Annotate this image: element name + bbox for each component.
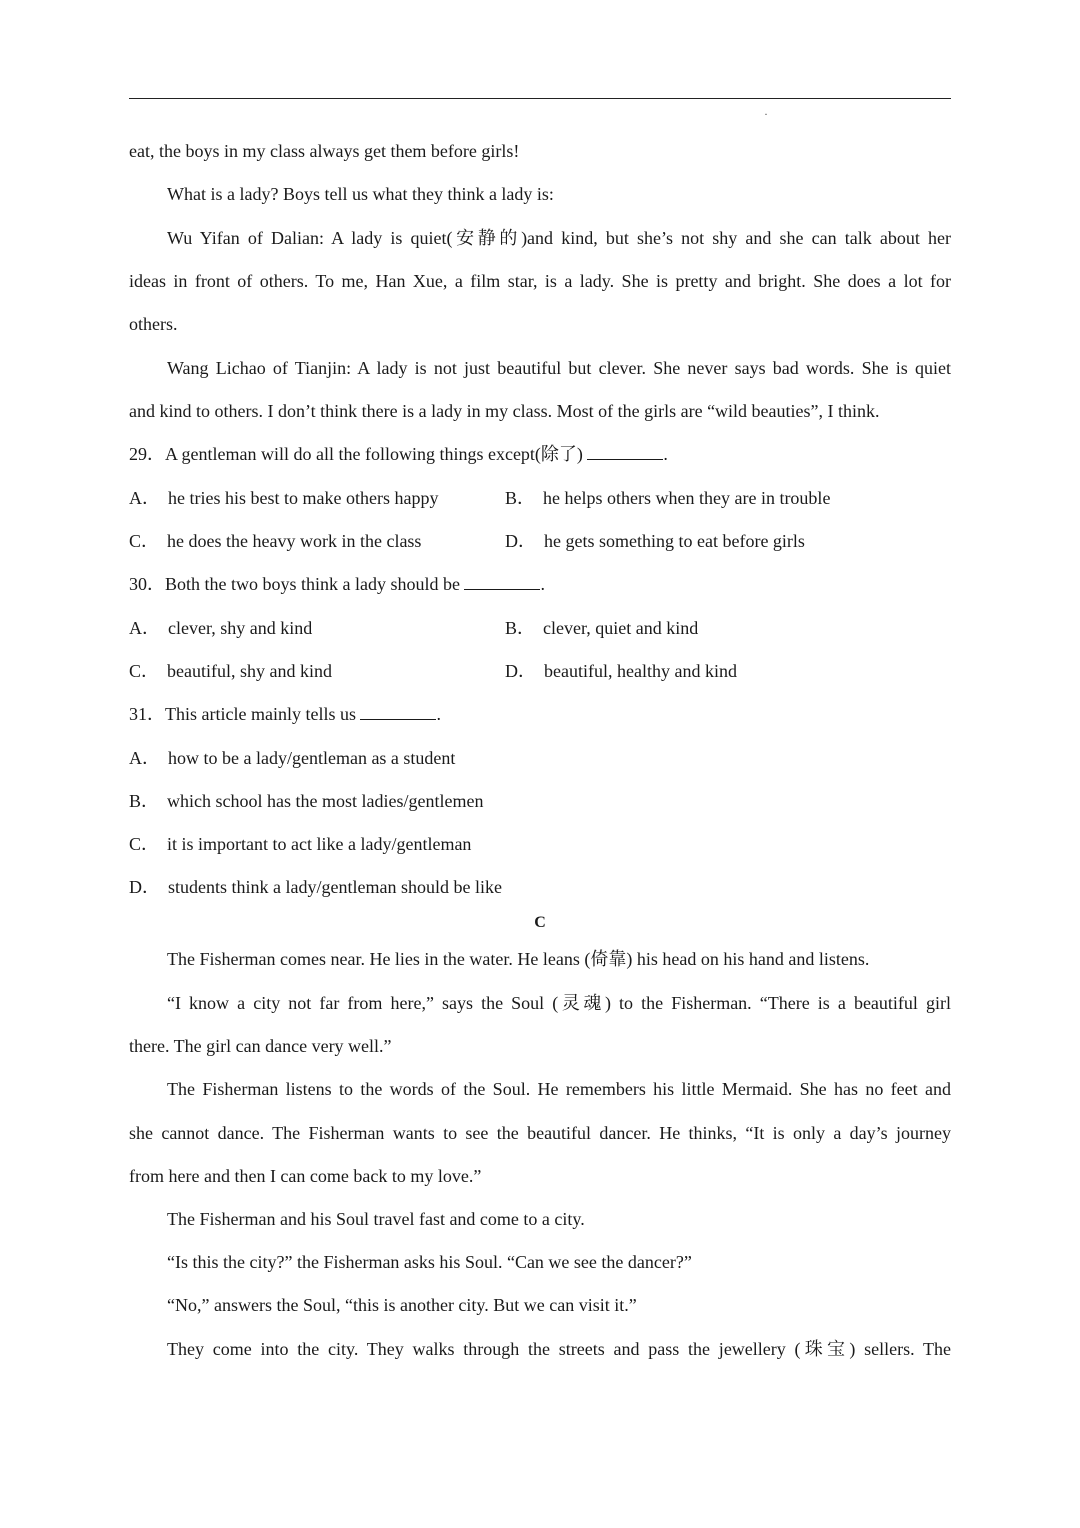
option-text: students think a lady/gentleman should be like (168, 877, 502, 897)
option-letter: A． (129, 748, 160, 768)
option-letter: A． (129, 618, 160, 638)
option-text: beautiful, shy and kind (167, 661, 332, 681)
question-end: . (540, 574, 545, 594)
option-b (505, 616, 951, 640)
passage-line: eat, the boys in my class always get them before girls! (129, 141, 520, 161)
option-text: which school has the most ladies/gentlemen (167, 791, 484, 811)
question-29-stem (129, 442, 951, 466)
question-end: . (436, 704, 441, 724)
passage-line: Wu Yifan of Dalian: A lady is quiet(安静的)and kind, but she’s not shy and she can talk about her (167, 228, 951, 248)
answer-blank (360, 703, 436, 720)
question-31-stem (129, 702, 951, 726)
option-text: beautiful, healthy and kind (544, 661, 737, 681)
option-text: he helps others when they are in trouble (543, 488, 831, 508)
header-rule (129, 98, 951, 99)
option-letter: D． (505, 531, 536, 551)
header-mark: · (764, 107, 768, 121)
option-b (129, 789, 951, 813)
option-letter: D． (505, 661, 536, 681)
answer-blank (587, 443, 663, 460)
answer-blank (464, 573, 540, 590)
option-text: clever, shy and kind (168, 618, 313, 638)
passage-line: from here and then I can come back to my love.” (129, 1166, 482, 1186)
option-c (129, 832, 951, 856)
passage-line: “No,” answers the Soul, “this is another city. But we can visit it.” (167, 1295, 637, 1315)
option-letter: C． (129, 661, 160, 681)
option-a (129, 746, 951, 770)
option-b (505, 486, 951, 510)
option-d (505, 659, 951, 683)
question-end: . (663, 444, 668, 464)
option-text: he gets something to eat before girls (544, 531, 805, 551)
passage-line: The Fisherman comes near. He lies in the water. He leans (倚靠) his head on his hand and listens. (167, 949, 870, 969)
passage-line: ideas in front of others. To me, Han Xue, a film star, is a lady. She is pretty and bright. She does a lot for (129, 271, 951, 291)
option-letter: C． (129, 531, 160, 551)
question-stem-text: 29．A gentleman will do all the following things except(除了) (129, 444, 583, 464)
option-letter: C． (129, 834, 160, 854)
option-letter: B． (505, 618, 536, 638)
option-d (129, 875, 951, 899)
option-text: it is important to act like a lady/gentleman (167, 834, 472, 854)
passage-line: “I know a city not far from here,” says the Soul (灵魂) to the Fisherman. “There is a beautiful girl (167, 993, 951, 1013)
question-30-stem (129, 572, 951, 596)
passage-line: Wang Lichao of Tianjin: A lady is not just beautiful but clever. She never says bad words. She is quiet (167, 358, 951, 378)
option-letter: B． (129, 791, 160, 811)
option-d (505, 529, 951, 553)
passage-line: The Fisherman and his Soul travel fast and come to a city. (167, 1209, 585, 1229)
section-heading: C (534, 914, 546, 931)
option-text: clever, quiet and kind (543, 618, 699, 638)
passage-line: The Fisherman listens to the words of the Soul. He remembers his little Mermaid. She has no feet and (167, 1079, 951, 1099)
option-letter: D． (129, 877, 160, 897)
option-text: he tries his best to make others happy (168, 488, 439, 508)
passage-line: others. (129, 314, 178, 334)
passage-line: What is a lady? Boys tell us what they think a lady is: (167, 184, 554, 204)
option-letter: B． (505, 488, 536, 508)
passage-line: and kind to others. I don’t think there is a lady in my class. Most of the girls are “wild beauties”, I think. (129, 401, 880, 421)
passage-line: there. The girl can dance very well.” (129, 1036, 392, 1056)
question-stem-text: 30．Both the two boys think a lady should be (129, 574, 460, 594)
passage-line: “Is this the city?” the Fisherman asks his Soul. “Can we see the dancer?” (167, 1252, 692, 1272)
option-letter: A． (129, 488, 160, 508)
option-text: how to be a lady/gentleman as a student (168, 748, 456, 768)
option-text: he does the heavy work in the class (167, 531, 422, 551)
passage-line: They come into the city. They walks through the streets and pass the jewellery (珠宝) sellers. The (167, 1339, 951, 1359)
passage-line: she cannot dance. The Fisherman wants to see the beautiful dancer. He thinks, “It is only a day’s journey (129, 1123, 951, 1143)
question-stem-text: 31．This article mainly tells us (129, 704, 356, 724)
